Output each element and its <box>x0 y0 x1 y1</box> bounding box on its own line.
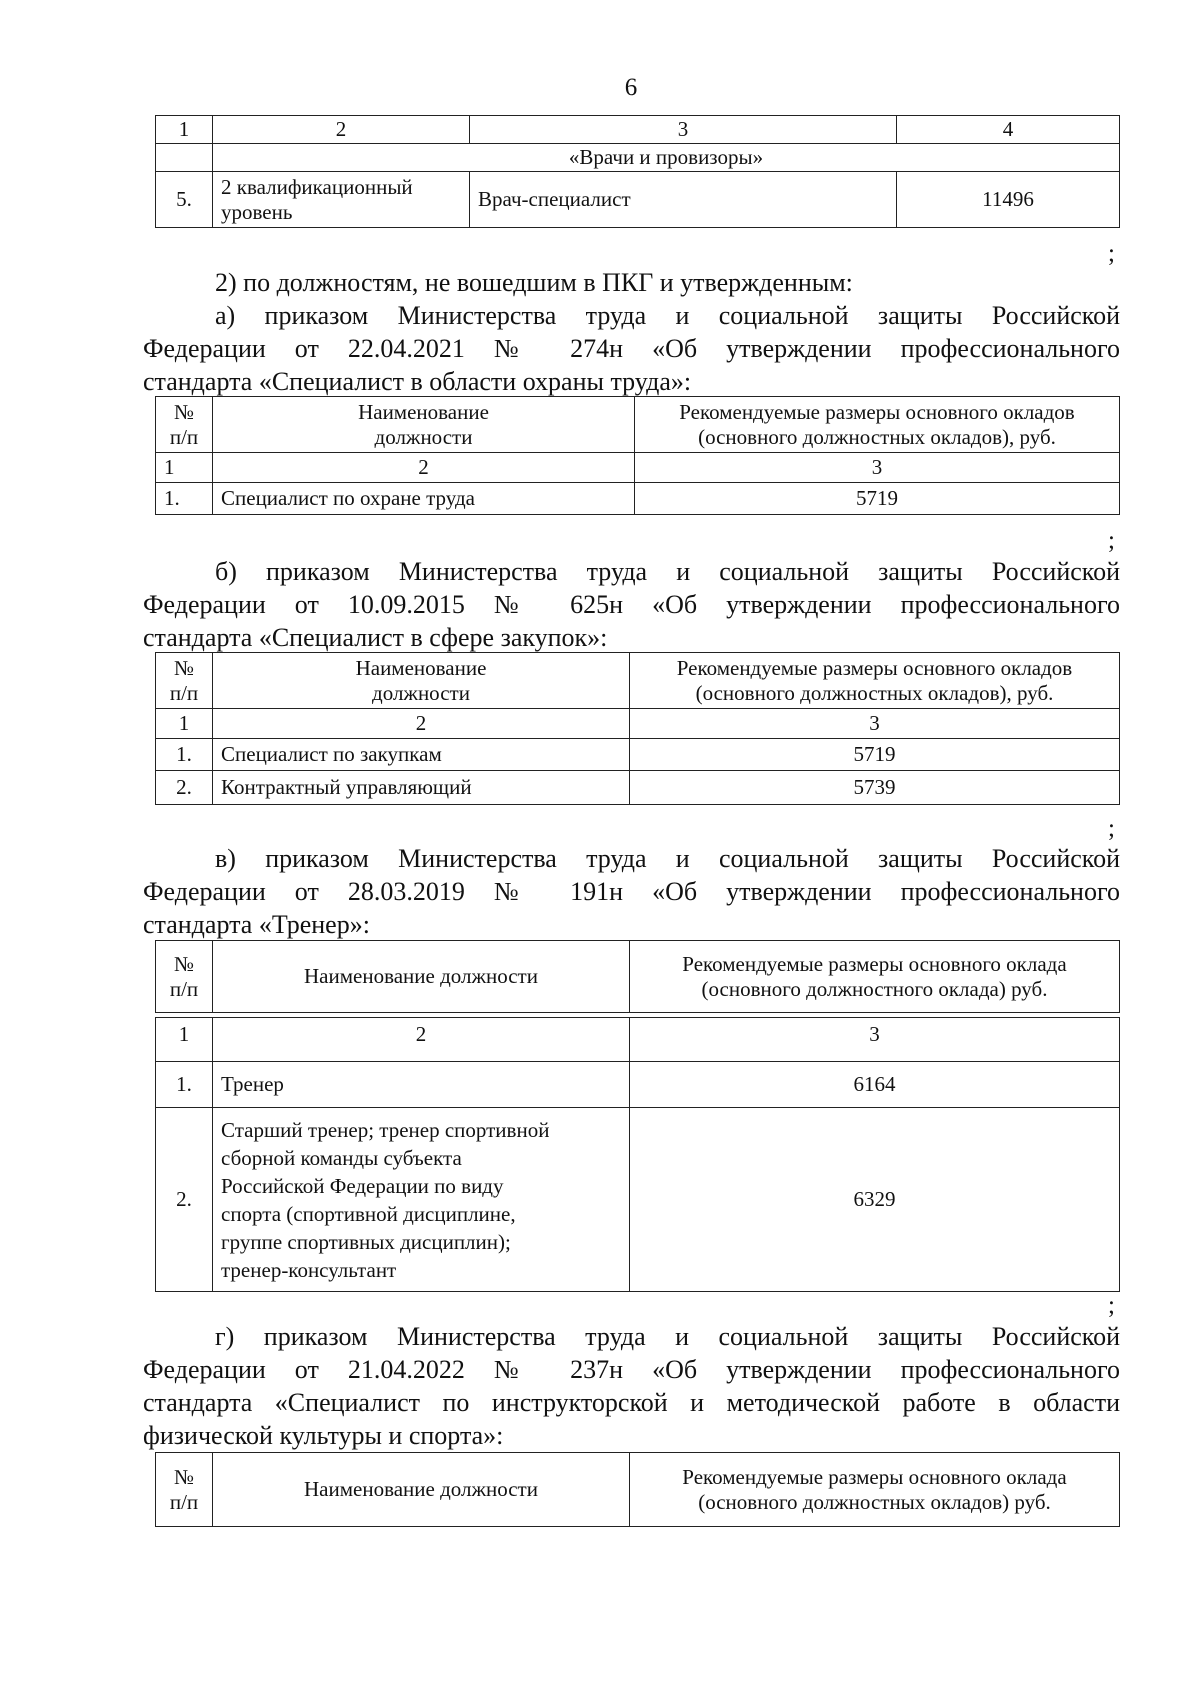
header-text: Наименование <box>358 399 489 424</box>
header-text: № <box>173 399 195 424</box>
semicolon: ; <box>1108 815 1115 842</box>
header-cell-salary <box>635 397 1120 453</box>
header-text: № <box>173 1464 195 1489</box>
intro-line: 2) по должностям, не вошедшим в ПКГ и утвержденным: <box>215 268 853 297</box>
table-cell: 3 <box>470 116 897 144</box>
table-doctors <box>155 115 1120 228</box>
paragraph-line: в) приказом Министерства труда и социальной защиты Российской <box>215 844 1120 873</box>
position-name-line: тренер-консультант <box>221 1257 397 1282</box>
salary-value: 5719 <box>630 739 1120 771</box>
position-name-line: Старший тренер; тренер спортивной <box>221 1117 550 1142</box>
table-row <box>156 739 1120 771</box>
position-name-line: сборной команды субъекта <box>221 1145 462 1170</box>
table-row <box>156 771 1120 805</box>
header-text: п/п <box>169 424 199 449</box>
table-cell: 1 <box>156 709 213 739</box>
header-cell-number <box>156 941 213 1013</box>
paragraph-line: стандарта «Специалист по инструкторской и методической работе в области <box>143 1388 1120 1417</box>
table-row <box>156 1108 1120 1292</box>
table-index-row <box>156 1018 1120 1062</box>
paragraph-line: Федерации от 22.04.2021 № 274н «Об утверждении профессионального <box>143 334 1120 363</box>
row-number: 5. <box>156 172 213 228</box>
table-group-row <box>156 144 1120 172</box>
semicolon: ; <box>1108 527 1115 554</box>
table-cell: 3 <box>630 709 1120 739</box>
salary-value: 11496 <box>897 172 1120 228</box>
header-cell-name <box>213 653 630 709</box>
table-cell: 1 <box>156 453 213 483</box>
header-cell-name: Наименование должности <box>213 1453 630 1527</box>
row-number: 1. <box>156 739 213 771</box>
row-number: 1. <box>156 483 213 515</box>
header-text: п/п <box>169 1489 199 1514</box>
header-text: (основного должностных окладов), руб. <box>695 680 1054 705</box>
salary-value: 6329 <box>630 1108 1120 1292</box>
paragraph-g <box>143 1320 1120 1452</box>
paragraph-line: физической культуры и спорта»: <box>143 1421 504 1450</box>
header-text: № <box>173 951 195 976</box>
table-cell: 2 <box>213 1018 630 1062</box>
paragraph-line: Федерации от 10.09.2015 № 625н «Об утверждении профессионального <box>143 590 1120 619</box>
table-header-row <box>156 1453 1120 1527</box>
table-procurement <box>155 652 1120 805</box>
table-coach <box>155 940 1120 1292</box>
table-header-row <box>156 941 1120 1013</box>
paragraph-line: Федерации от 21.04.2022 № 237н «Об утверждении профессионального <box>143 1355 1120 1384</box>
header-text: Рекомендуемые размеры основного окладов <box>679 399 1075 424</box>
table-cell: 2 <box>213 116 470 144</box>
salary-value: 5719 <box>635 483 1120 515</box>
header-cell-salary <box>630 941 1120 1013</box>
table-index-row <box>156 116 1120 144</box>
table-cell <box>156 144 213 172</box>
header-text: (основного должностных окладов), руб. <box>698 424 1056 449</box>
header-text: (основного должностных окладов) руб. <box>698 1489 1051 1514</box>
paragraph-line: стандарта «Специалист в сфере закупок»: <box>143 623 608 652</box>
header-cell-name: Наименование должности <box>213 941 630 1013</box>
header-text: Рекомендуемые размеры основного оклада <box>682 1464 1067 1489</box>
salary-value: 5739 <box>630 771 1120 805</box>
table-cell: 1 <box>156 116 213 144</box>
paragraph-line: б) приказом Министерства труда и социальной защиты Российской <box>215 557 1120 586</box>
header-cell-number <box>156 397 213 453</box>
table-index-row <box>156 453 1120 483</box>
header-cell-number <box>156 1453 213 1527</box>
intro-paragraph <box>143 266 1120 299</box>
salary-value: 6164 <box>630 1062 1120 1108</box>
table-row <box>156 172 1120 228</box>
table-cell: 4 <box>897 116 1120 144</box>
paragraph-a <box>143 299 1120 398</box>
row-number: 2. <box>156 771 213 805</box>
table-header-row <box>156 653 1120 709</box>
position-name: Специалист по закупкам <box>213 739 630 771</box>
header-text: Наименование <box>355 655 487 680</box>
header-text: Рекомендуемые размеры основного оклада <box>682 951 1067 976</box>
paragraph-line: Федерации от 28.03.2019 № 191н «Об утверждении профессионального <box>143 877 1120 906</box>
table-cell: 3 <box>630 1018 1120 1062</box>
header-text: (основного должностного оклада) руб. <box>701 976 1048 1001</box>
row-number: 1. <box>156 1062 213 1108</box>
position-name-line: группе спортивных дисциплин); <box>221 1229 511 1254</box>
qualification-level-line: 2 квалификационный <box>221 174 413 199</box>
qualification-level <box>213 172 470 228</box>
position-name-line: спорта (спортивной дисциплине, <box>221 1201 516 1226</box>
paragraph-v <box>143 842 1120 941</box>
position-name: Тренер <box>213 1062 630 1108</box>
semicolon: ; <box>1108 1292 1115 1319</box>
position-name <box>213 1108 630 1292</box>
qualification-level-line: уровень <box>221 199 293 224</box>
paragraph-line: г) приказом Министерства труда и социальной защиты Российской <box>215 1322 1120 1351</box>
table-instructor <box>155 1452 1120 1527</box>
table-cell: 1 <box>156 1018 213 1062</box>
position-name-line: Российской Федерации по виду <box>221 1173 504 1198</box>
table-cell: 2 <box>213 453 635 483</box>
paragraph-line: стандарта «Специалист в области охраны труда»: <box>143 367 692 396</box>
paragraph-b <box>143 555 1120 654</box>
table-cell: 2 <box>213 709 630 739</box>
header-text: должности <box>374 424 473 449</box>
paragraph-line: стандарта «Тренер»: <box>143 910 370 939</box>
header-cell-salary <box>630 1453 1120 1527</box>
paragraph-line: а) приказом Министерства труда и социальной защиты Российской <box>215 301 1120 330</box>
header-cell-salary <box>630 653 1120 709</box>
group-label: «Врачи и провизоры» <box>213 144 1120 172</box>
header-text: п/п <box>169 976 199 1001</box>
table-header-row <box>156 397 1120 453</box>
header-text: должности <box>372 680 470 705</box>
table-cell: 3 <box>635 453 1120 483</box>
header-text: Рекомендуемые размеры основного окладов <box>676 655 1073 680</box>
table-labor-safety <box>155 396 1120 515</box>
position-name: Специалист по охране труда <box>213 483 635 515</box>
page-number: 6 <box>624 74 638 101</box>
position-name: Врач-специалист <box>470 172 897 228</box>
header-text: № <box>173 655 195 680</box>
header-cell-name <box>213 397 635 453</box>
header-text: п/п <box>169 680 199 705</box>
table-row <box>156 1062 1120 1108</box>
semicolon: ; <box>1108 240 1115 267</box>
table-index-row <box>156 709 1120 739</box>
table-row <box>156 483 1120 515</box>
position-name: Контрактный управляющий <box>213 771 630 805</box>
row-number: 2. <box>156 1108 213 1292</box>
header-cell-number <box>156 653 213 709</box>
